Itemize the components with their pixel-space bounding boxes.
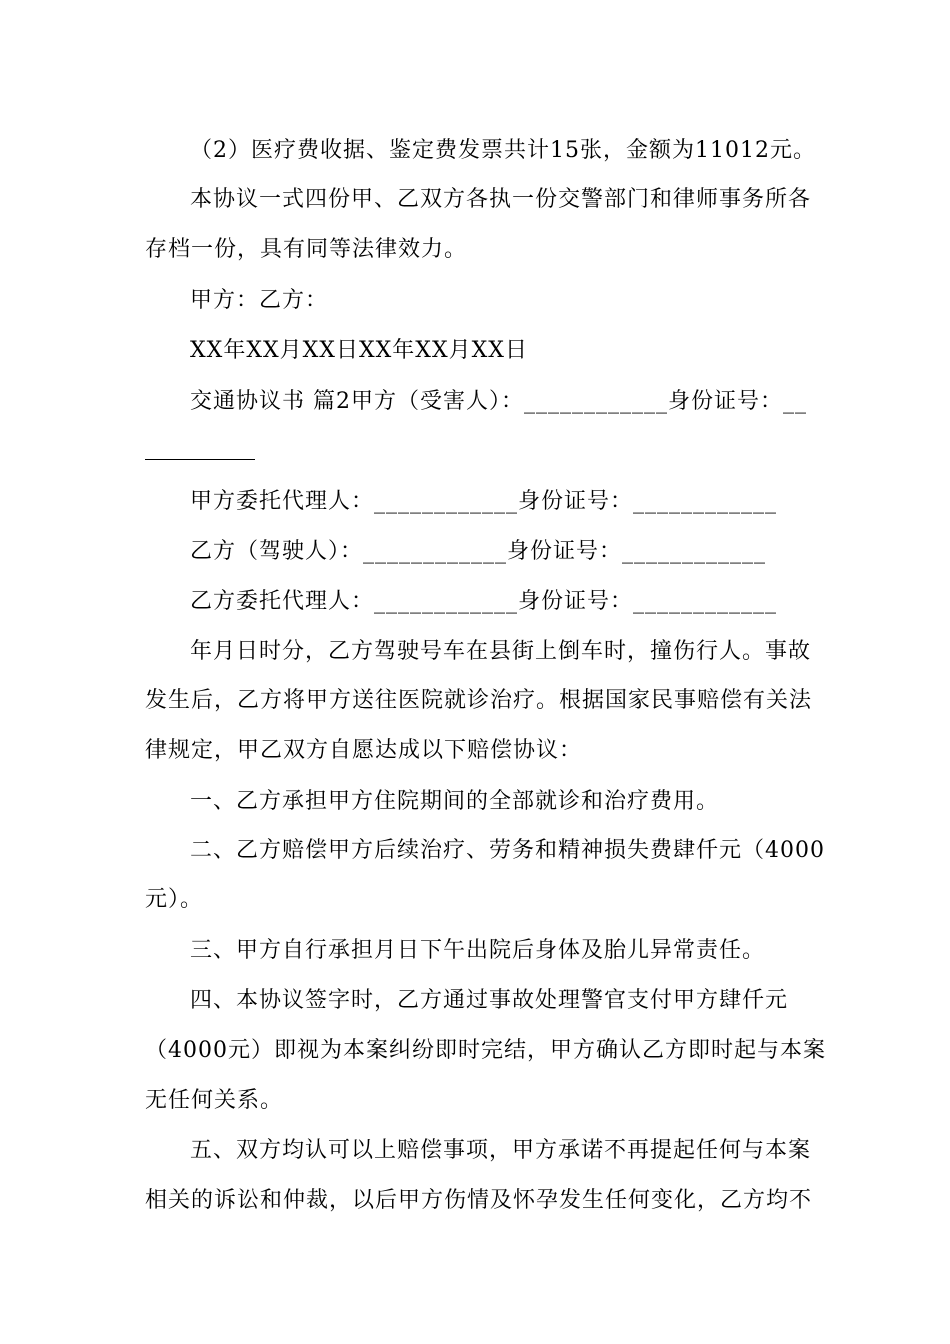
signature-date-line: XX年XX月XX日XX年XX月XX日	[190, 338, 528, 363]
clause-line: 四、本协议签字时，乙方通过事故处理警官支付甲方肆仟元	[190, 988, 789, 1013]
paragraph-line: 发生后，乙方将甲方送往医院就诊治疗。根据国家民事赔偿有关法	[145, 688, 813, 713]
paragraph-line: 年月日时分，乙方驾驶号车在县街上倒车时，撞伤行人。事故	[190, 639, 812, 664]
paragraph-line: 律规定，甲乙双方自愿达成以下赔偿协议：	[145, 738, 583, 763]
clause-line: 二、乙方赔偿甲方后续治疗、劳务和精神损失费肆仟元（4000	[190, 838, 825, 863]
clause-line: 无任何关系。	[145, 1088, 284, 1113]
paragraph-line: （2）医疗费收据、鉴定费发票共计15张，金额为11012元。	[190, 138, 816, 163]
form-field-line: 乙方（驾驶人）：____________身份证号：____________	[190, 539, 767, 564]
form-field-line: 甲方委托代理人：____________身份证号：____________	[190, 489, 778, 514]
paragraph-line: 存档一份，具有同等法律效力。	[145, 237, 468, 262]
clause-line: 三、甲方自行承担月日下午出院后身体及胎儿异常责任。	[190, 938, 766, 963]
clause-line: 元）。	[145, 887, 204, 912]
blank-underline	[145, 459, 255, 460]
clause-line: 五、双方均认可以上赔偿事项，甲方承诺不再提起任何与本案	[190, 1138, 812, 1163]
clause-line: （4000元）即视为本案纠纷即时完结，甲方确认乙方即时起与本案	[145, 1038, 826, 1063]
clause-line: 相关的诉讼和仲裁，以后甲方伤情及怀孕发生任何变化，乙方均不	[145, 1188, 813, 1213]
paragraph-line: 本协议一式四份甲、乙双方各执一份交警部门和律师事务所各	[190, 187, 812, 212]
form-field-line: 乙方委托代理人：____________身份证号：____________	[190, 589, 778, 614]
signature-parties-line: 甲方：乙方：	[190, 288, 329, 313]
section-heading-line: 交通协议书 篇2甲方（受害人）：____________身份证号：__	[190, 389, 807, 414]
clause-line: 一、乙方承担甲方住院期间的全部就诊和治疗费用。	[190, 789, 720, 814]
